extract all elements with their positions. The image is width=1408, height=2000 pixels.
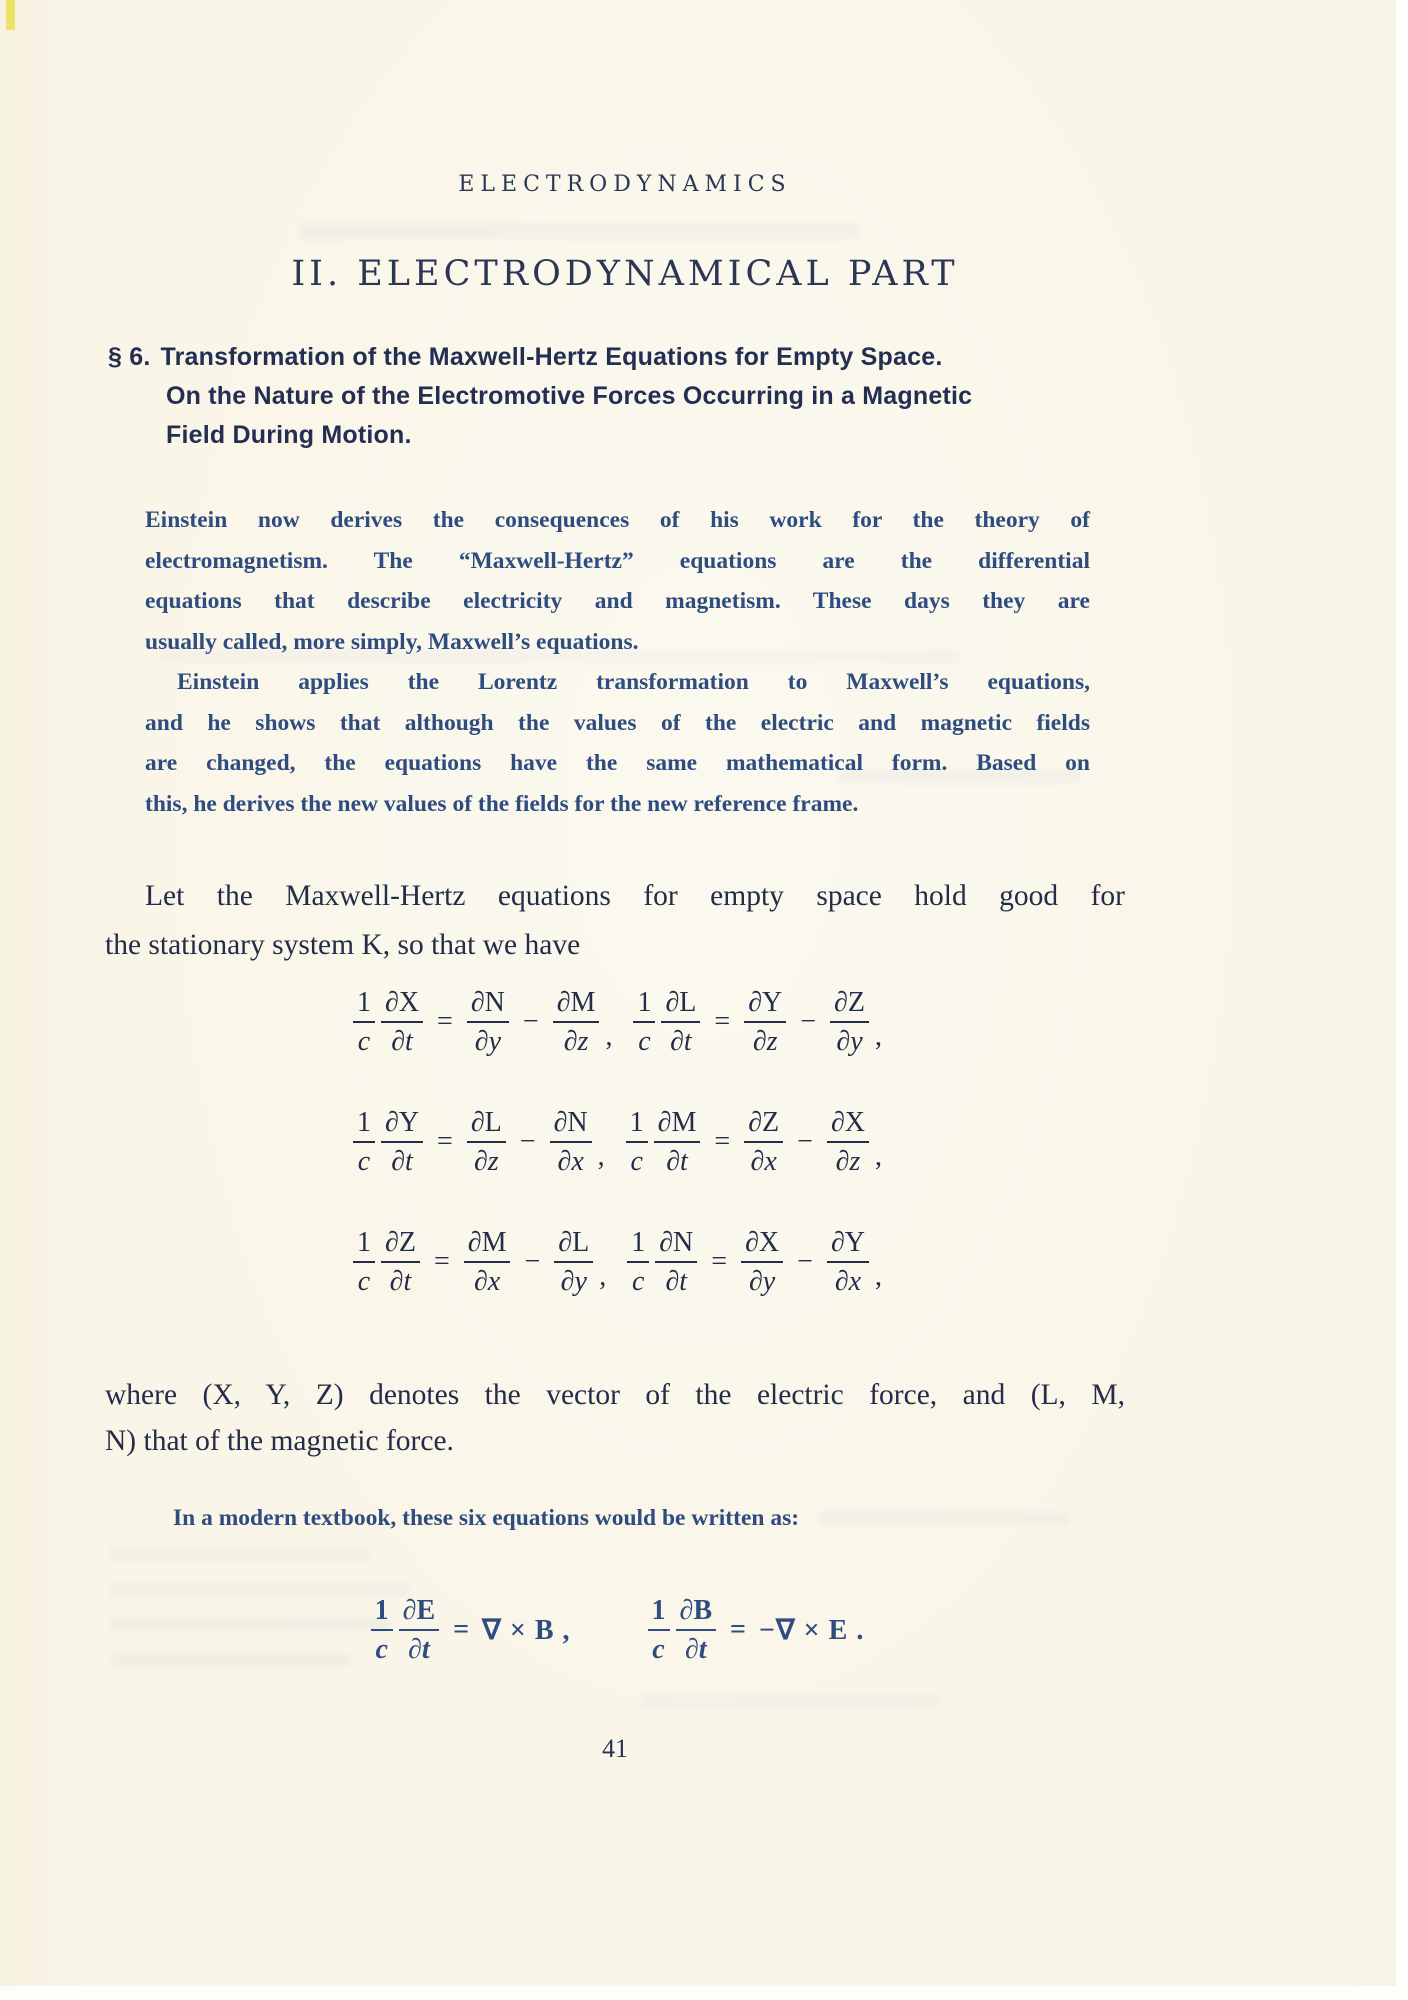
section-heading-line (108, 338, 1168, 377)
intro-line: Let the Maxwell-Hertz equations for empty space hold good for (145, 880, 1125, 912)
minus-sign: − (524, 1246, 541, 1278)
commentary-line: equations that describe electricity and magnetism. These days they are (145, 588, 1090, 614)
maxwell-hertz-equation-row-1 (105, 988, 1125, 1057)
equation: $\frac{1}{c}$ $\frac{\partial B}{\partial t}$ = −∇ × E . (643, 1596, 865, 1665)
minus-sign: − (522, 1006, 539, 1038)
scan-edge-bottom (0, 1986, 1408, 2000)
where-line: where (X, Y, Z) denotes the vector of the electric force, and (L, M, (105, 1379, 1125, 1411)
section-heading-line: Field During Motion. (166, 421, 412, 449)
equation-rhs: ∇ × B , (482, 1615, 571, 1647)
minus-sign: − (519, 1126, 536, 1158)
minus-sign: − (797, 1246, 813, 1278)
maxwell-hertz-equation-row-3 (105, 1228, 1125, 1297)
equation: $\frac{1}{c}$ $\frac{\partial X}{\partial t}$ = $\frac{\partial N}{\partial y}$ − $\frac{\partial M}{\partial z}$ , (348, 988, 612, 1057)
where-paragraph (105, 1372, 1125, 1464)
equation: $\frac{1}{c}$ $\frac{\partial L}{\partial t}$ = $\frac{\partial Y}{\partial z}$ − $\frac{\partial Z}{\partial y}$ , (628, 988, 882, 1057)
running-header: ELECTRODYNAMICS (458, 172, 792, 197)
commentary-block (145, 500, 1090, 824)
section-heading (108, 338, 1168, 455)
bleedthrough-smudge (110, 1548, 370, 1561)
bleedthrough-smudge (300, 224, 860, 239)
section-heading-text: Transformation of the Maxwell-Hertz Equations for Empty Space. (160, 343, 943, 371)
equals-sign: = (714, 1126, 731, 1158)
bleedthrough-smudge (110, 1583, 410, 1596)
equals-sign: = (714, 1006, 731, 1038)
equals-sign: = (437, 1006, 453, 1038)
equation-rhs: −∇ × E . (759, 1615, 865, 1647)
equals-sign: = (730, 1614, 746, 1646)
page-number: 41 (602, 1734, 628, 1763)
equals-sign: = (711, 1246, 728, 1278)
commentary-line: usually called, more simply, Maxwell’s equations. (145, 628, 639, 655)
commentary-line: and he shows that although the values of the electric and magnetic fields (145, 709, 1090, 736)
equals-sign: = (453, 1614, 470, 1646)
scan-edge-right (1396, 0, 1408, 2000)
intro-paragraph (105, 872, 1125, 970)
equation: $\frac{1}{c}$ $\frac{\partial Z}{\partial t}$ = $\frac{\partial M}{\partial x}$ − $\frac{\partial L}{\partial y}$ , (348, 1228, 606, 1297)
equation: $\frac{1}{c}$ $\frac{\partial Y}{\partial t}$ = $\frac{\partial L}{\partial z}$ − $\frac{\partial N}{\partial x}$ , (348, 1108, 605, 1177)
intro-line: the stationary system K, so that we have (105, 929, 581, 961)
modern-note: In a modern textbook, these six equations would be written as: (173, 1505, 800, 1531)
equals-sign: = (437, 1126, 453, 1158)
modern-equation-row (105, 1596, 1125, 1665)
part-title: II. ELECTRODYNAMICAL PART (291, 254, 959, 294)
commentary-line: electromagnetism. The “Maxwell-Hertz” equations are the differential (145, 547, 1090, 574)
maxwell-hertz-equation-row-2 (105, 1108, 1125, 1177)
equals-sign: = (433, 1246, 450, 1278)
section-heading-line: On the Nature of the Electromotive Forces Occurring in a Magnetic (166, 382, 973, 410)
scan-corner-mark (6, 0, 15, 30)
minus-sign: − (797, 1126, 813, 1158)
commentary-line: this, he derives the new values of the fields for the new reference frame. (145, 790, 859, 817)
equation: $\frac{1}{c}$ $\frac{\partial E}{\partial t}$ = ∇ × B , (366, 1596, 571, 1665)
commentary-line: are changed, the equations have the same mathematical form. Based on (145, 750, 1090, 776)
bleedthrough-smudge (640, 1695, 940, 1708)
section-number: § 6. (108, 343, 151, 371)
commentary-line: Einstein now derives the consequences of his work for the theory of (145, 507, 1090, 533)
equation: $\frac{1}{c}$ $\frac{\partial M}{\partial t}$ = $\frac{\partial Z}{\partial x}$ − $\frac{\partial X}{\partial z}$ , (621, 1108, 882, 1177)
where-line: N) that of the magnetic force. (105, 1425, 454, 1457)
commentary-line: Einstein applies the Lorentz transformation to Maxwell’s equations, (177, 669, 1090, 695)
equation: $\frac{1}{c}$ $\frac{\partial N}{\partial t}$ = $\frac{\partial X}{\partial y}$ − $\frac{\partial Y}{\partial x}$ , (622, 1228, 882, 1297)
minus-sign: − (800, 1006, 817, 1038)
